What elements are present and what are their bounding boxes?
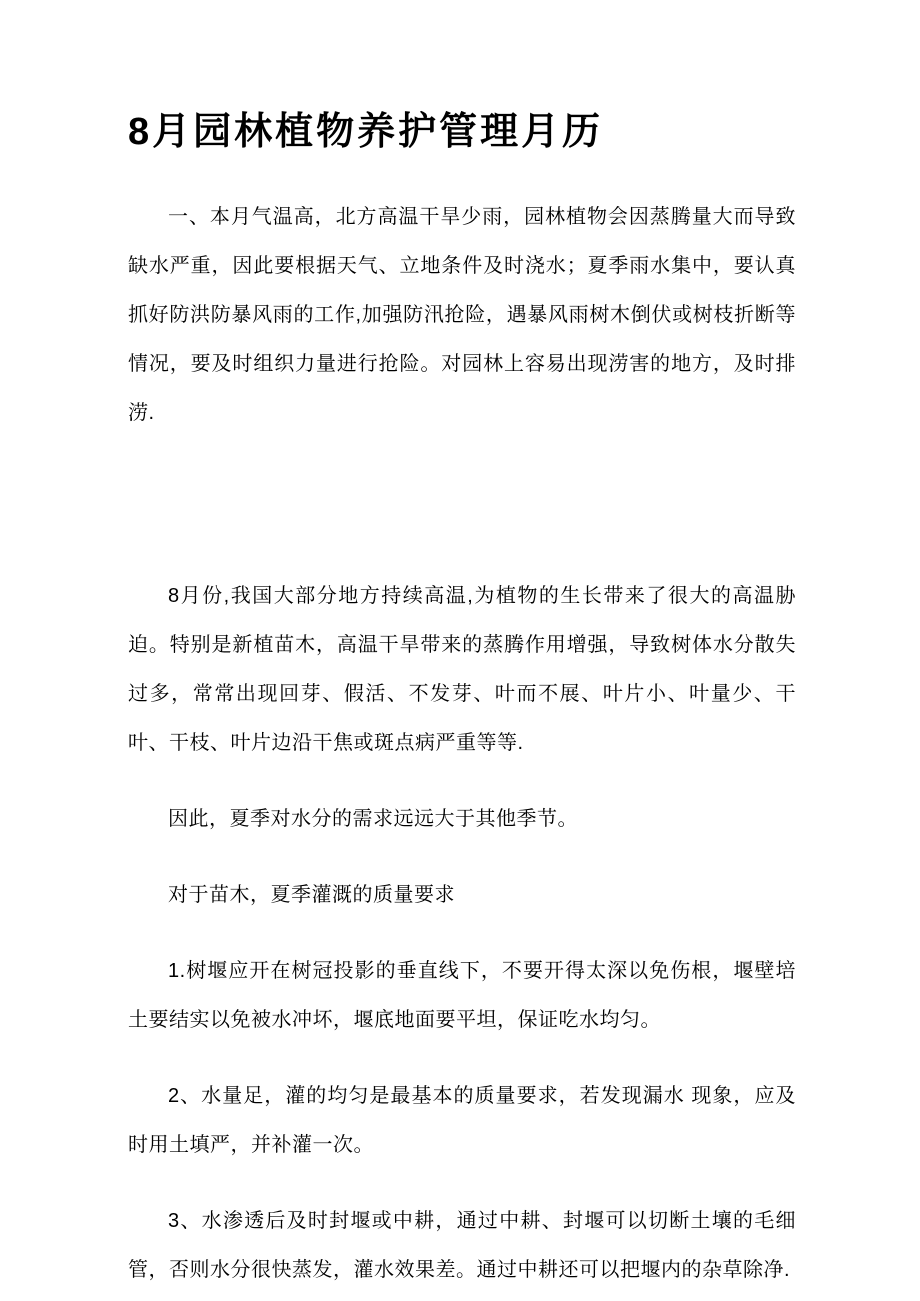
paragraph-summer-water-need: 因此，夏季对水分的需求远远大于其他季节。	[168, 808, 578, 831]
paragraph-item-2: 2、水量足，灌的均匀是最基本的质量要求，若发现漏水 现象，应及时用土填严，并补灌一次。	[128, 1085, 796, 1157]
paragraph-irrigation-quality-heading: 对于苗木，夏季灌溉的质量要求	[168, 884, 455, 907]
paragraph-august-heat: 8月份,我国大部分地方持续高温,为植物的生长带来了很大的高温胁迫。特别是新植苗木，高温干旱带来的蒸腾作用增强，导致树体水分散失过多，常常出现回芽、假活、不发芽、叶而不展、叶片小、叶量少、干叶、干枝、叶片边沿干焦或斑点病严重等等.	[128, 585, 796, 755]
paragraph-item-3: 3、水渗透后及时封堰或中耕，通过中耕、封堰可以切断土壤的毛细管，否则水分很快蒸发，灌水效果差。通过中耕还可以把堰内的杂草除净.	[128, 1210, 796, 1282]
paragraph-item-1: 1.树堰应开在树冠投影的垂直线下，不要开得太深以免伤根，堰壁培土要结实以免被水冲坏，堰底地面要平坦，保证吃水均匀。	[128, 960, 796, 1032]
paragraph-intro: 一、本月气温高，北方高温干旱少雨，园林植物会因蒸腾量大而导致缺水严重，因此要根据天气、立地条件及时浇水；夏季雨水集中，要认真抓好防洪防暴风雨的工作,加强防汛抢险，遇暴风雨树木倒伏或树枝折断等情况，要及时组织力量进行抢险。对园林上容易出现涝害的地方，及时排涝.	[128, 206, 796, 425]
page-title: 8月园林植物养护管理月历	[128, 111, 604, 153]
